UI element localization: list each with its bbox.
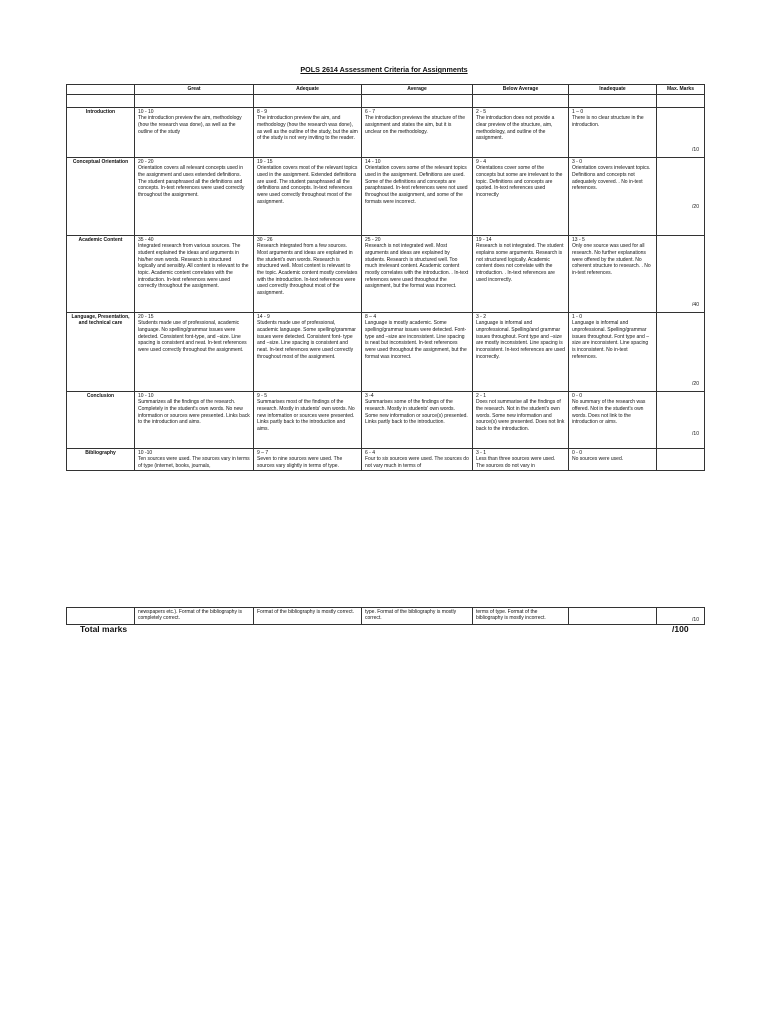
descriptor-cell	[254, 108, 362, 158]
descriptor-cell: type. Format of the bibliography is mostly correct.	[362, 608, 473, 625]
descriptor-text: The introduction previews the structure of the assignment and states the aim, but it is unclear on the methodology.	[365, 115, 466, 135]
descriptor-cell	[135, 449, 254, 471]
max-marks-cell	[657, 158, 705, 236]
total-marks-label: Total marks	[80, 624, 128, 634]
descriptor-cell	[569, 108, 657, 158]
spacer-cell	[254, 95, 362, 108]
descriptor-text: Research integrated from a few sources. Most arguments and ideas are explained in the student's own words. Research is structured well. Most content is relevant to the topic. Academic content mostly correlates with the introduction. In-text references were used correctly throughout most of the assignment.	[257, 243, 358, 297]
descriptor-cell	[135, 392, 254, 449]
header-cell-below-average: Below Average	[473, 85, 569, 95]
score-range: 3 - 1	[476, 449, 487, 456]
descriptor-text: Students made use of professional, academic language. Some spelling/grammar issues were detected. Consistent font- type and –size. Line spacing is consistent and neat. In-text references were used correctly throughout most of the assignment.	[257, 320, 356, 360]
descriptor-cell	[473, 449, 569, 471]
descriptor-cell	[473, 108, 569, 158]
spacer-cell	[569, 95, 657, 108]
score-range: 10 -10	[138, 449, 153, 456]
descriptor-text: The introduction preview the aim, and methodology (how the research was done), as well as the outline of the study, but the aim of the study is not very inviting to the reader.	[257, 115, 358, 142]
max-marks-cell: /10	[657, 608, 705, 625]
descriptor-text: Seven to nine sources were used. The sources vary slightly in terms of type.	[257, 456, 343, 469]
score-range: 35 - 40	[138, 236, 154, 243]
descriptor-cell	[254, 449, 362, 471]
criterion-cell: Language, Presentation, and technical care	[67, 313, 135, 392]
descriptor-text: Summarises some of the findings of the research. Mostly in students' own words. Some new information or source(s) presented. Links partly back to the introduction.	[365, 399, 468, 426]
rubric-row-conceptual-orientation	[67, 158, 705, 236]
descriptor-cell: Format of the bibliography is mostly correct.	[254, 608, 362, 625]
score-range: 20 - 15	[138, 313, 154, 320]
descriptor-cell	[362, 236, 473, 313]
criterion-cell-empty	[67, 608, 135, 625]
descriptor-text: No summary of the research was offered. Not in the student's own words. Does not link to the introduction or aims.	[572, 399, 646, 426]
descriptor-text: The introduction preview the aim, methodology (how the research was done), as well as the outline of the study	[138, 115, 242, 135]
score-range: 2 - 5	[476, 108, 487, 115]
score-range: 30 - 26	[257, 236, 273, 243]
total-marks-value: /100	[672, 624, 689, 634]
score-range: 13 - 5	[572, 236, 585, 243]
descriptor-cell	[569, 392, 657, 449]
header-cell-adequate: Adequate	[254, 85, 362, 95]
descriptor-cell: terms of type. Format of the bibliography is mostly incorrect.	[473, 608, 569, 625]
descriptor-cell	[135, 158, 254, 236]
max-marks-value: /20	[692, 381, 699, 388]
rubric-row-language-presentation	[67, 313, 705, 392]
descriptor-text: Summarizes all the findings of the research. Completely in the student's own words. No new information or sources were presented. Links back to the introduction and aims.	[138, 399, 250, 426]
descriptor-cell	[473, 392, 569, 449]
bibliography-continuation-table	[66, 607, 705, 625]
score-range: 1 - 0	[572, 313, 583, 320]
descriptor-text: Language is mostly academic. Some spelling/grammar issues were detected. Font-type and –size are inconsistent. Line spacing is neat but inconsistent. In-text references were used throughout the assignment, but the format was incorrect.	[365, 320, 467, 360]
spacer-cell	[67, 95, 135, 108]
score-range: 6 - 7	[365, 108, 376, 115]
descriptor-cell	[254, 392, 362, 449]
descriptor-text: The introduction does not provide a clear preview of the structure, aim, methodology, and outline of the assignment.	[476, 115, 555, 142]
descriptor-cell	[473, 236, 569, 313]
spacer-cell	[657, 95, 705, 108]
rubric-row-introduction	[67, 108, 705, 158]
rubric-row-academic-content	[67, 236, 705, 313]
descriptor-cell	[254, 313, 362, 392]
descriptor-text: Orientation covers most of the relevant topics used in the assignment. Extended definitions are used. The student paraphrased all the definitions and concepts. In-text references were used correctly throughout most of the assignment.	[257, 165, 358, 205]
descriptor-cell	[362, 108, 473, 158]
descriptor-text: Ten sources were used. The sources vary in terms of type (internet, books, journals,	[138, 456, 250, 469]
header-cell-max-marks: Max. Marks	[657, 85, 705, 95]
descriptor-cell	[135, 108, 254, 158]
header-cell-inadequate: Inadequate	[569, 85, 657, 95]
score-range: 9 - 5	[257, 392, 268, 399]
criterion-cell: Bibliography	[67, 449, 135, 471]
descriptor-text: Research is not integrated well. Most arguments and ideas are explained by students. Research is structured well. Too much irrelevant content. Academic content mostly correlates with the introduction. . In-text references were used throughout the assignment, but the format was incorrect.	[365, 243, 469, 290]
spacer-cell	[362, 95, 473, 108]
score-range: 8 – 4	[365, 313, 377, 320]
score-range: 19 - 15	[257, 158, 273, 165]
descriptor-text: There is no clear structure in the introduction.	[572, 115, 644, 128]
rubric-table	[66, 84, 705, 471]
descriptor-text: Orientation covers irrelevant topics. Definitions and concepts not adequately covered. . No in-text references.	[572, 165, 651, 192]
score-range: 0 - 0	[572, 449, 583, 456]
header-cell-great: Great	[135, 85, 254, 95]
score-range: 2 - 1	[476, 392, 487, 399]
descriptor-text: Does not summarise all the findings of the research. Not in the student's own words. Some new information and source(s) were presented. Does not link back to the introduction.	[476, 399, 565, 433]
score-range: 3 - 2	[476, 313, 487, 320]
descriptor-cell	[569, 236, 657, 313]
descriptor-text: Research is not integrated. The student explains some arguments. Research is not structured logically. Academic content does not correlate with the introduction. . In-text references are used incorrectly.	[476, 243, 564, 283]
score-range: 20 - 20	[138, 158, 154, 165]
header-cell-average: Average	[362, 85, 473, 95]
spacer-cell	[473, 95, 569, 108]
descriptor-text: Language is informal and unprofessional. Spelling/and grammar issues throughout. Font type and –size are mostly inconsistent. Line spacing is inconsistent. In-text references are used incorrectly.	[476, 320, 565, 360]
descriptor-cell	[254, 236, 362, 313]
descriptor-text: No sources were used.	[572, 456, 624, 463]
score-range: 10 - 10	[138, 108, 154, 115]
descriptor-cell	[473, 158, 569, 236]
score-range: 9 - 4	[476, 158, 487, 165]
score-range: 0 - 0	[572, 392, 583, 399]
descriptor-text: Only one source was used for all research. No further explanations were offered by the student. No coherent structure to research. . No in-text references.	[572, 243, 651, 277]
max-marks-cell	[657, 449, 705, 471]
criterion-cell: Introduction	[67, 108, 135, 158]
score-range: 3 - 0	[572, 158, 583, 165]
descriptor-cell	[135, 313, 254, 392]
descriptor-text: Language is informal and unprofessional. Spelling/grammar issues throughout. Font type and –size are inconsistent. Line spacing is inconsistent. No in-text references.	[572, 320, 649, 360]
descriptor-cell	[254, 158, 362, 236]
max-marks-cell	[657, 236, 705, 313]
descriptor-cell	[569, 608, 657, 625]
document-title: POLS 2614 Assessment Criteria for Assignments	[300, 65, 468, 74]
max-marks-value: /40	[692, 302, 699, 309]
max-marks-value: /10	[692, 147, 699, 154]
score-range: 8 - 9	[257, 108, 268, 115]
descriptor-text: Orientations cover some of the concepts but some are irrelevant to the topic. Definitions and concepts are quoted. In-text references used incorrectly	[476, 165, 563, 199]
score-range: 10 - 10	[138, 392, 154, 399]
max-marks-value: /20	[692, 204, 699, 211]
bibliography-continuation-row	[67, 608, 705, 625]
header-cell-criteria	[67, 85, 135, 95]
score-range: 14 - 9	[257, 313, 270, 320]
descriptor-cell	[362, 392, 473, 449]
rubric-row-conclusion	[67, 392, 705, 449]
descriptor-text: Four to six sources were used. The sources do not vary much in terms of	[365, 456, 469, 469]
spacer-row	[67, 95, 705, 108]
header-row	[67, 85, 705, 95]
descriptor-text: Orientation covers some of the relevant topics used in the assignment. Definitions are used. Some of the definitions and concepts are paraphrased. In-text references were not used throughout the assignment, and some of the formats were incorrect.	[365, 165, 468, 205]
criterion-cell: Conclusion	[67, 392, 135, 449]
score-range: 25 - 20	[365, 236, 381, 243]
descriptor-text: Summarises most of the findings of the research. Mostly in students' own words. No new information or sources were presented. Links partly back to the introduction and aims.	[257, 399, 355, 433]
max-marks-cell	[657, 392, 705, 449]
score-range: 1 – 0	[572, 108, 584, 115]
descriptor-cell	[362, 158, 473, 236]
criterion-cell: Academic Content	[67, 236, 135, 313]
descriptor-cell: newspapers etc.). Format of the bibliography is completely correct.	[135, 608, 254, 625]
descriptor-cell	[362, 449, 473, 471]
descriptor-cell	[569, 449, 657, 471]
descriptor-cell	[569, 158, 657, 236]
score-range: 19 - 14	[476, 236, 492, 243]
descriptor-text: Less than three sources were used. The sources do not vary in	[476, 456, 556, 469]
max-marks-cell	[657, 313, 705, 392]
descriptor-cell	[135, 236, 254, 313]
descriptor-cell	[362, 313, 473, 392]
score-range: 6 - 4	[365, 449, 376, 456]
max-marks-cell	[657, 108, 705, 158]
score-range: 14 - 10	[365, 158, 381, 165]
spacer-cell	[135, 95, 254, 108]
descriptor-text: Students made use of professional, academic language. No spelling/grammar issues were detected. Consistent font-type, and –size. Line spacing is consistent and neat. In-text references were used correctly throughout the assignment.	[138, 320, 247, 354]
descriptor-text: Orientation covers all relevant concepts used in the assignment and uses extended definitions. The student paraphrased all the definitions and concepts. In-text references were used correctly throughout the assignment.	[138, 165, 245, 199]
criterion-cell: Conceptual Orientation	[67, 158, 135, 236]
score-range: 9 – 7	[257, 449, 269, 456]
descriptor-text: Integrated research from various sources. The student explained the ideas and arguments in his/her own words. Research is structured logically and sensibly. All content is relevant to the topic. Academic content correlates with the introduction. In-text references were used correctly throughout the assignment.	[138, 243, 249, 290]
score-range: 3 -4	[365, 392, 374, 399]
descriptor-cell	[473, 313, 569, 392]
max-marks-value: /10	[692, 431, 699, 438]
descriptor-cell	[569, 313, 657, 392]
rubric-row-bibliography	[67, 449, 705, 471]
